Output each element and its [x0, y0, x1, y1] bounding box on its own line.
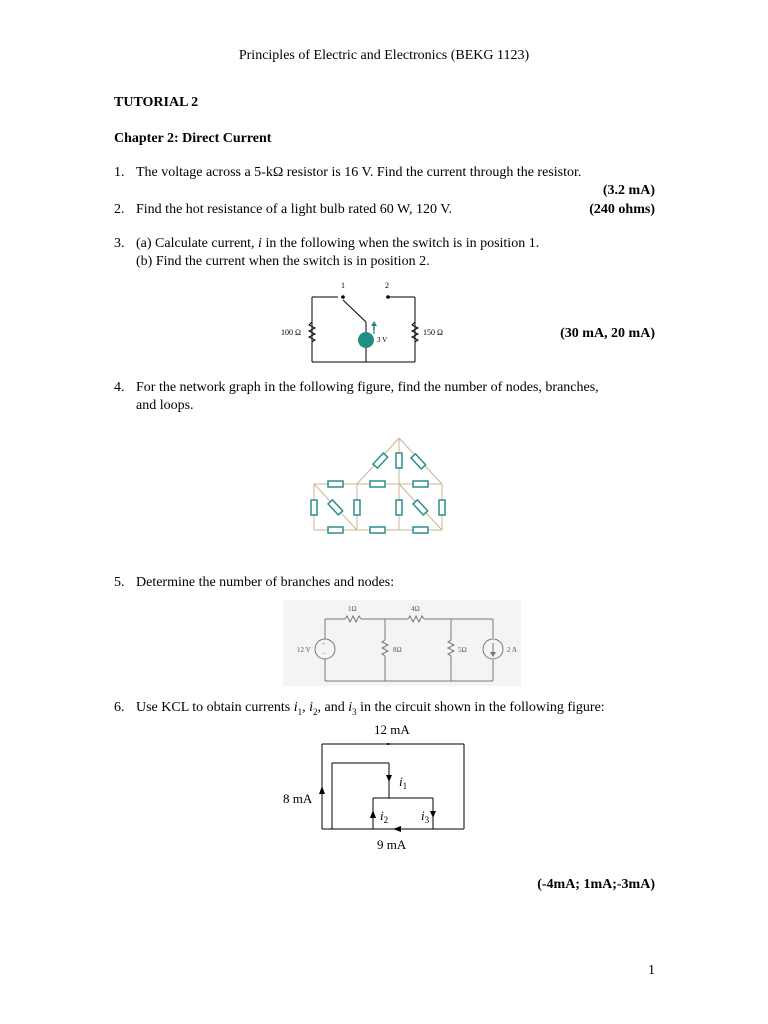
current-i2-label: $i_2$ [380, 808, 389, 825]
question-5-text: Determine the number of branches and nodes: [136, 575, 395, 590]
question-4-text-line2: and loops. [136, 398, 194, 413]
chapter-title: Chapter 2: Direct Current [114, 131, 272, 146]
question-6-text: Use KCL to obtain currents $i_1$, $i_2$, and $i_3$ in the circuit shown in the following figure: [136, 700, 605, 717]
question-3b-text: (b) Find the current when the switch is in position 2. [136, 254, 430, 269]
current-8ma-label: 8 mA [283, 791, 313, 806]
question-number: 5. [114, 575, 125, 590]
current-12ma-label: 12 mA [374, 722, 410, 737]
question-4-text-line1: For the network graph in the following figure, find the number of nodes, branches, [136, 380, 599, 395]
resistor-4-label: 4Ω [411, 605, 420, 613]
network-graph-figure [300, 432, 460, 540]
question-number: 1. [114, 165, 125, 180]
question-1-answer: (3.2 mA) [602, 183, 655, 198]
branches-nodes-circuit-figure [283, 600, 521, 686]
question-number: 4. [114, 380, 125, 395]
question-3a-text: (a) Calculate current, i in the following when the switch is in position 1. [136, 236, 540, 251]
source-label: 3 V [377, 336, 388, 344]
question-2-answer: (240 ohms) [589, 202, 655, 217]
resistor-1-label: 1Ω [348, 605, 357, 613]
resistor-150-label: 150 Ω [423, 328, 443, 337]
question-number: 3. [114, 236, 125, 251]
question-6-answer: (-4mA; 1mA;-3mA) [537, 877, 655, 892]
question-number: 2. [114, 202, 125, 217]
kcl-circuit-figure [275, 718, 475, 858]
question-3-answer: (30 mA, 20 mA) [560, 326, 655, 341]
current-label: i [373, 324, 375, 332]
svg-text:−: − [322, 650, 326, 658]
page-header: Principles of Electric and Electronics (BEKG 1123) [238, 48, 530, 63]
voltage-source-label: 12 V [297, 646, 311, 654]
question-1-text: The voltage across a 5-kΩ resistor is 16 V. Find the current through the resistor. [136, 165, 582, 180]
current-source-label: 2 A [507, 646, 517, 654]
tutorial-title: TUTORIAL 2 [114, 95, 199, 110]
switch-position-2-label: 2 [385, 281, 389, 290]
resistor-100-label: 100 Ω [281, 328, 301, 337]
page-number: 1 [648, 963, 655, 978]
current-9ma-label: 9 mA [377, 837, 407, 852]
switch-position-1-label: 1 [341, 281, 345, 290]
current-i3-label: $i_3$ [421, 808, 430, 825]
switch-circuit-figure [270, 278, 460, 368]
question-2-text: Find the hot resistance of a light bulb rated 60 W, 120 V. [136, 202, 453, 217]
resistor-5-label: 5Ω [458, 646, 467, 654]
resistor-8-label: 8Ω [393, 646, 402, 654]
question-number: 6. [114, 700, 125, 715]
current-i1-label: $i_1$ [399, 774, 408, 791]
svg-text:+: + [322, 642, 326, 648]
